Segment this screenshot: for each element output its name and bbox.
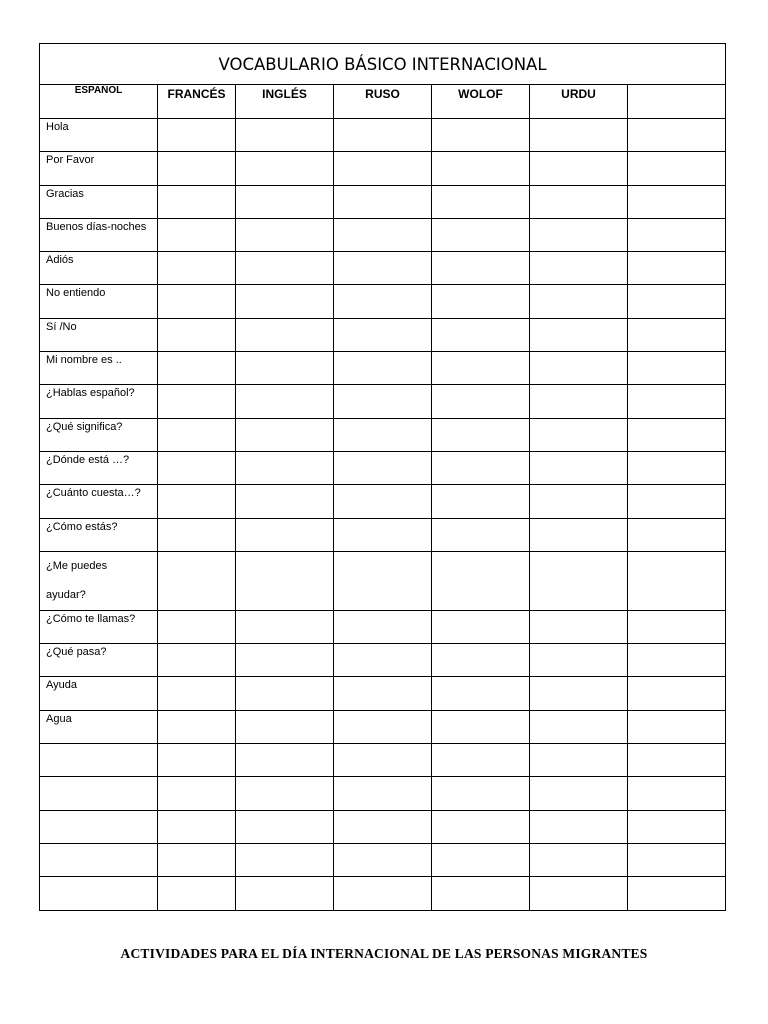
- translation-cell[interactable]: [628, 152, 726, 185]
- spanish-word-cell: ¿Cómo te llamas?: [40, 610, 158, 643]
- translation-cell[interactable]: [432, 218, 530, 251]
- spanish-word-cell: ¿Cómo estás?: [40, 518, 158, 551]
- spanish-word-cell: [40, 810, 158, 843]
- spanish-word-line: ¿Me puedes: [46, 559, 108, 572]
- translation-cell[interactable]: [158, 152, 236, 185]
- translation-cell[interactable]: [628, 518, 726, 551]
- translation-cell[interactable]: [530, 777, 628, 810]
- table-row: [40, 152, 726, 185]
- translation-cell[interactable]: [236, 677, 334, 710]
- translation-cell[interactable]: [530, 877, 628, 910]
- translation-cell[interactable]: [236, 644, 334, 677]
- translation-cell[interactable]: [334, 810, 432, 843]
- translation-cell[interactable]: [530, 810, 628, 843]
- translation-cell[interactable]: [628, 710, 726, 743]
- translation-cell[interactable]: [334, 485, 432, 518]
- translation-cell[interactable]: [432, 385, 530, 418]
- translation-cell[interactable]: [530, 518, 628, 551]
- table-row: [40, 485, 726, 518]
- translation-cell[interactable]: [158, 518, 236, 551]
- translation-cell[interactable]: [334, 318, 432, 351]
- translation-cell[interactable]: [432, 843, 530, 876]
- translation-cell[interactable]: [530, 285, 628, 318]
- translation-cell[interactable]: [334, 877, 432, 910]
- translation-cell[interactable]: [432, 710, 530, 743]
- table-row: [40, 610, 726, 643]
- translation-cell[interactable]: [334, 551, 432, 610]
- translation-cell[interactable]: [530, 152, 628, 185]
- translation-cell[interactable]: [432, 744, 530, 777]
- translation-cell[interactable]: [236, 777, 334, 810]
- translation-cell[interactable]: [236, 518, 334, 551]
- translation-cell[interactable]: [158, 352, 236, 385]
- column-header-espanol: ESPAÑOL: [40, 85, 158, 119]
- translation-cell[interactable]: [628, 218, 726, 251]
- table-row: [40, 318, 726, 351]
- table-row: [40, 677, 726, 710]
- table-row: [40, 385, 726, 418]
- translation-cell[interactable]: [334, 451, 432, 484]
- translation-cell[interactable]: [158, 119, 236, 152]
- translation-cell[interactable]: [628, 418, 726, 451]
- column-header-ingles: INGLÉS: [236, 85, 334, 119]
- spanish-word-cell: Mi nombre es ..: [40, 352, 158, 385]
- translation-cell[interactable]: [334, 843, 432, 876]
- translation-cell[interactable]: [334, 218, 432, 251]
- translation-cell[interactable]: [628, 385, 726, 418]
- spanish-word-cell: ¿Qué pasa?: [40, 644, 158, 677]
- spanish-word-cell: Por Favor: [40, 152, 158, 185]
- table-row: [40, 777, 726, 810]
- translation-cell[interactable]: [158, 318, 236, 351]
- spanish-word-cell: ¿Dónde está …?: [40, 451, 158, 484]
- translation-cell[interactable]: [334, 518, 432, 551]
- translation-cell[interactable]: [628, 610, 726, 643]
- translation-cell[interactable]: [334, 644, 432, 677]
- spanish-word-cell: Hola: [40, 119, 158, 152]
- translation-cell[interactable]: [530, 644, 628, 677]
- translation-cell[interactable]: [530, 418, 628, 451]
- table-row: [40, 285, 726, 318]
- translation-cell[interactable]: [236, 710, 334, 743]
- translation-cell[interactable]: [432, 352, 530, 385]
- translation-cell[interactable]: [334, 352, 432, 385]
- translation-cell[interactable]: [628, 285, 726, 318]
- translation-cell[interactable]: [236, 418, 334, 451]
- column-header-ruso: RUSO: [334, 85, 432, 119]
- translation-cell[interactable]: [432, 152, 530, 185]
- translation-cell[interactable]: [628, 777, 726, 810]
- translation-cell[interactable]: [530, 318, 628, 351]
- translation-cell[interactable]: [236, 285, 334, 318]
- table-row: [40, 644, 726, 677]
- spanish-word-cell: ¿Hablas español?: [40, 385, 158, 418]
- table-row: [40, 418, 726, 451]
- spanish-word-cell: Agua: [40, 710, 158, 743]
- table-row: [40, 218, 726, 251]
- translation-cell[interactable]: [628, 185, 726, 218]
- translation-cell[interactable]: [530, 451, 628, 484]
- translation-cell[interactable]: [236, 252, 334, 285]
- translation-cell[interactable]: [334, 744, 432, 777]
- spanish-word-cell: ¿Qué significa?: [40, 418, 158, 451]
- translation-cell[interactable]: [158, 710, 236, 743]
- translation-cell[interactable]: [334, 119, 432, 152]
- translation-cell[interactable]: [158, 185, 236, 218]
- translation-cell[interactable]: [432, 318, 530, 351]
- translation-cell[interactable]: [628, 644, 726, 677]
- column-header-frances: FRANCÉS: [158, 85, 236, 119]
- translation-cell[interactable]: [334, 285, 432, 318]
- translation-cell[interactable]: [158, 285, 236, 318]
- translation-cell[interactable]: [530, 352, 628, 385]
- translation-cell[interactable]: [530, 252, 628, 285]
- translation-cell[interactable]: [236, 119, 334, 152]
- translation-cell[interactable]: [628, 485, 726, 518]
- translation-cell[interactable]: [236, 185, 334, 218]
- column-header-urdu: URDU: [530, 85, 628, 119]
- translation-cell[interactable]: [158, 451, 236, 484]
- translation-cell[interactable]: [158, 777, 236, 810]
- spanish-word-line: ayudar?: [46, 588, 86, 601]
- translation-cell[interactable]: [236, 610, 334, 643]
- table-row: [40, 810, 726, 843]
- translation-cell[interactable]: [530, 551, 628, 610]
- table-body: [40, 119, 726, 911]
- footer-caption: ACTIVIDADES PARA EL DÍA INTERNACIONAL DE LAS PERSONAS MIGRANTES: [120, 946, 648, 961]
- translation-cell[interactable]: [236, 385, 334, 418]
- translation-cell[interactable]: [158, 485, 236, 518]
- spanish-word-cell: Ayuda: [40, 677, 158, 710]
- translation-cell[interactable]: [158, 744, 236, 777]
- spanish-word-cell: [40, 744, 158, 777]
- translation-cell[interactable]: [236, 485, 334, 518]
- spanish-word-cell: Adiós: [40, 252, 158, 285]
- translation-cell[interactable]: [334, 385, 432, 418]
- translation-cell[interactable]: [236, 877, 334, 910]
- translation-cell[interactable]: [432, 252, 530, 285]
- spanish-word-cell: No entiendo: [40, 285, 158, 318]
- translation-cell[interactable]: [236, 744, 334, 777]
- translation-cell[interactable]: [236, 810, 334, 843]
- translation-cell[interactable]: [158, 252, 236, 285]
- table-title: VOCABULARIO BÁSICO INTERNACIONAL: [40, 44, 726, 85]
- translation-cell[interactable]: [432, 185, 530, 218]
- translation-cell[interactable]: [628, 451, 726, 484]
- translation-cell[interactable]: [236, 218, 334, 251]
- table-row: [40, 252, 726, 285]
- vocabulary-sheet: [39, 43, 725, 911]
- table-row: [40, 877, 726, 910]
- header-row: [40, 85, 726, 119]
- translation-cell[interactable]: [158, 810, 236, 843]
- translation-cell[interactable]: [432, 610, 530, 643]
- translation-cell[interactable]: [530, 185, 628, 218]
- spanish-word-cell: Gracias: [40, 185, 158, 218]
- translation-cell[interactable]: [158, 385, 236, 418]
- translation-cell[interactable]: [236, 551, 334, 610]
- table-row: [40, 518, 726, 551]
- translation-cell[interactable]: [158, 551, 236, 610]
- translation-cell[interactable]: [236, 843, 334, 876]
- table-row: [40, 119, 726, 152]
- table-row: [40, 710, 726, 743]
- spanish-word-cell: Buenos días-noches: [40, 218, 158, 251]
- translation-cell[interactable]: [432, 677, 530, 710]
- translation-cell[interactable]: [158, 610, 236, 643]
- translation-cell[interactable]: [432, 810, 530, 843]
- translation-cell[interactable]: [432, 485, 530, 518]
- translation-cell[interactable]: [432, 777, 530, 810]
- vocabulary-table: [39, 43, 726, 911]
- translation-cell[interactable]: [530, 485, 628, 518]
- translation-cell[interactable]: [334, 777, 432, 810]
- spanish-word-cell: [40, 551, 158, 610]
- spanish-word-cell: [40, 877, 158, 910]
- translation-cell[interactable]: [530, 218, 628, 251]
- translation-cell[interactable]: [432, 418, 530, 451]
- column-header-wolof: WOLOF: [432, 85, 530, 119]
- table-row: [40, 185, 726, 218]
- translation-cell[interactable]: [334, 185, 432, 218]
- translation-cell[interactable]: [530, 744, 628, 777]
- translation-cell[interactable]: [432, 644, 530, 677]
- translation-cell[interactable]: [158, 877, 236, 910]
- translation-cell[interactable]: [628, 252, 726, 285]
- translation-cell[interactable]: [432, 119, 530, 152]
- spanish-word-cell: [40, 843, 158, 876]
- translation-cell[interactable]: [334, 252, 432, 285]
- translation-cell[interactable]: [158, 418, 236, 451]
- spanish-word-cell: ¿Cuánto cuesta…?: [40, 485, 158, 518]
- translation-cell[interactable]: [628, 352, 726, 385]
- translation-cell[interactable]: [432, 877, 530, 910]
- table-row: [40, 451, 726, 484]
- translation-cell[interactable]: [530, 119, 628, 152]
- translation-cell[interactable]: [628, 677, 726, 710]
- translation-cell[interactable]: [628, 318, 726, 351]
- table-row: [40, 843, 726, 876]
- translation-cell[interactable]: [628, 810, 726, 843]
- translation-cell[interactable]: [158, 677, 236, 710]
- translation-cell[interactable]: [334, 677, 432, 710]
- table-row: [40, 551, 726, 610]
- translation-cell[interactable]: [628, 744, 726, 777]
- translation-cell[interactable]: [236, 352, 334, 385]
- translation-cell[interactable]: [530, 843, 628, 876]
- translation-cell[interactable]: [158, 218, 236, 251]
- column-header-blank: [628, 85, 726, 119]
- table-row: [40, 744, 726, 777]
- translation-cell[interactable]: [628, 843, 726, 876]
- translation-cell[interactable]: [628, 119, 726, 152]
- translation-cell[interactable]: [530, 385, 628, 418]
- translation-cell[interactable]: [432, 551, 530, 610]
- translation-cell[interactable]: [432, 285, 530, 318]
- translation-cell[interactable]: [628, 877, 726, 910]
- translation-cell[interactable]: [236, 318, 334, 351]
- translation-cell[interactable]: [628, 551, 726, 610]
- translation-cell[interactable]: [432, 451, 530, 484]
- translation-cell[interactable]: [334, 610, 432, 643]
- spanish-word-cell: Sí /No: [40, 318, 158, 351]
- translation-cell[interactable]: [334, 152, 432, 185]
- translation-cell[interactable]: [334, 710, 432, 743]
- translation-cell[interactable]: [432, 518, 530, 551]
- translation-cell[interactable]: [334, 418, 432, 451]
- translation-cell[interactable]: [530, 677, 628, 710]
- translation-cell[interactable]: [158, 843, 236, 876]
- translation-cell[interactable]: [530, 610, 628, 643]
- translation-cell[interactable]: [530, 710, 628, 743]
- spanish-word-cell: [40, 777, 158, 810]
- translation-cell[interactable]: [236, 152, 334, 185]
- translation-cell[interactable]: [158, 644, 236, 677]
- translation-cell[interactable]: [236, 451, 334, 484]
- table-row: [40, 352, 726, 385]
